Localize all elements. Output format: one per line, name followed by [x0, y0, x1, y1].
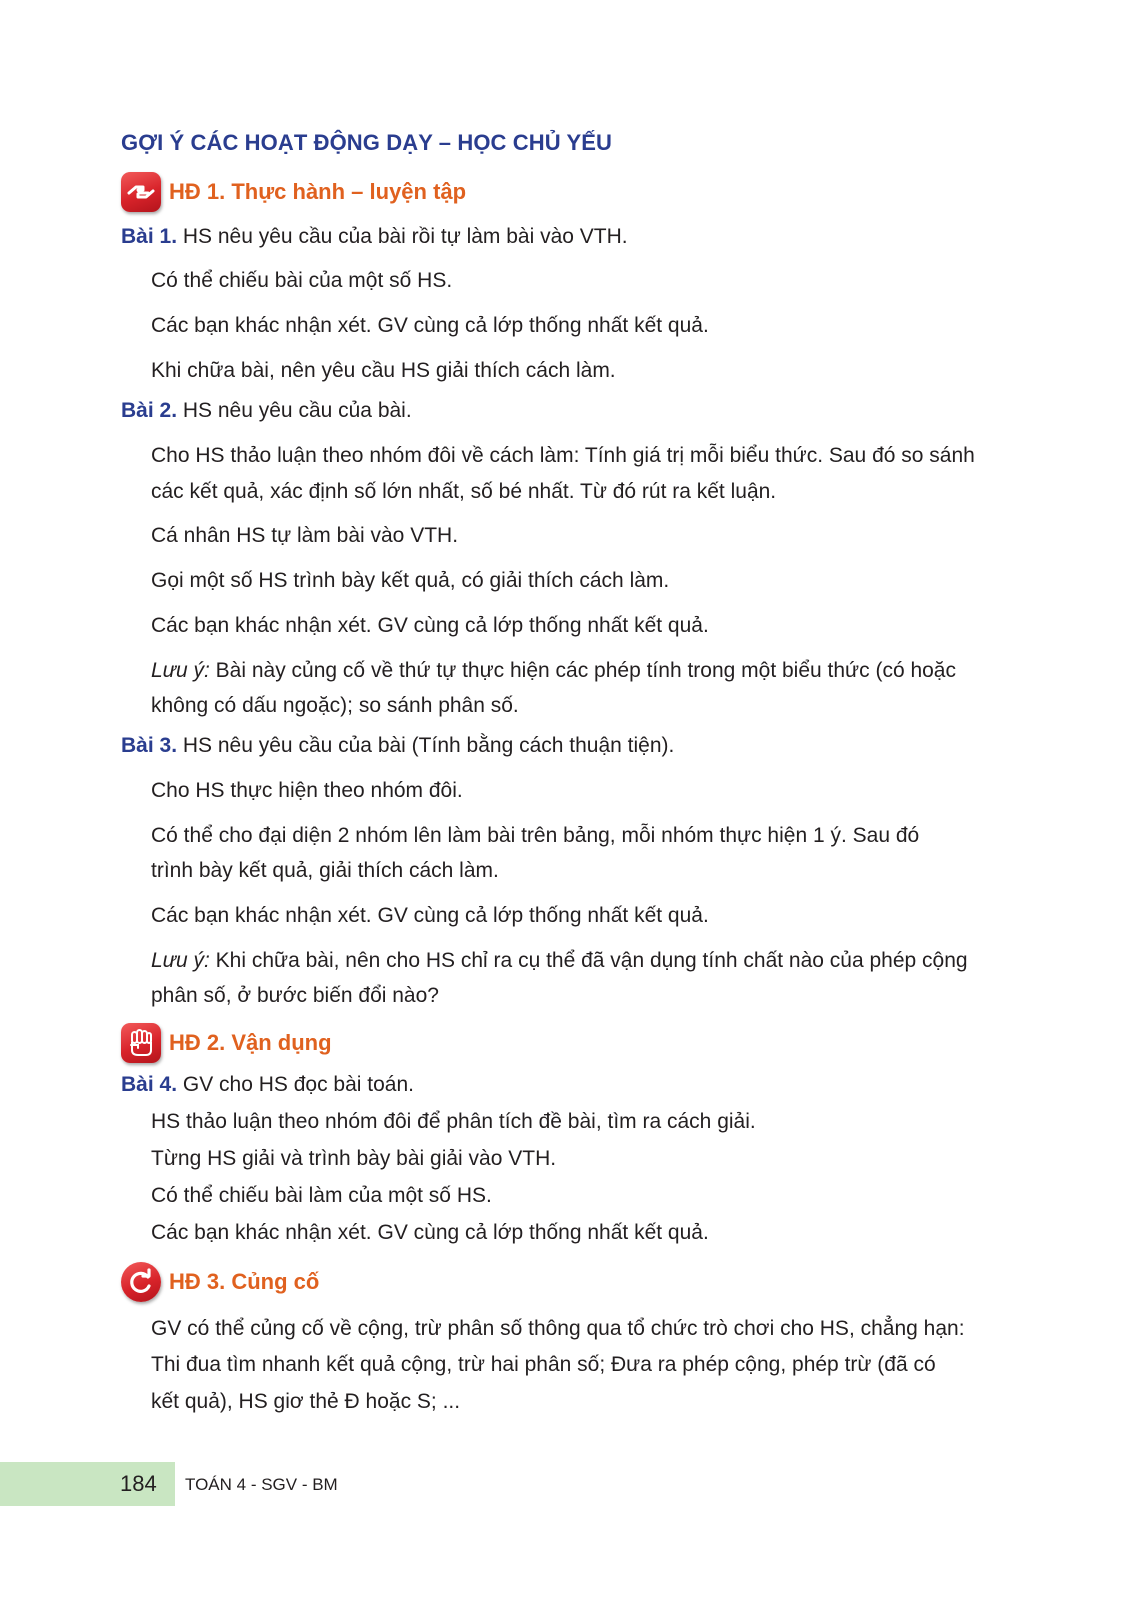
hd3-line-1: GV có thể củng cố về cộng, trừ phân số thông qua tổ chức trò chơi cho HS, chẳng hạn: [151, 1317, 965, 1340]
bai2-line [121, 393, 412, 429]
book-title: TOÁN 4 - SGV - BM [185, 1475, 338, 1494]
bai2-note-label: Lưu ý: [151, 659, 210, 682]
bai4-text: GV cho HS đọc bài toán. [177, 1073, 414, 1096]
page-title: GỢI Ý CÁC HOẠT ĐỘNG DẠY – HỌC CHỦ YẾU [121, 130, 613, 155]
bai3-line [121, 728, 674, 764]
bai1-line-1: Có thể chiếu bài của một số HS. [151, 269, 453, 292]
bai3-line-1: Cho HS thực hiện theo nhóm đôi. [151, 779, 463, 802]
bai4-line-1: HS thảo luận theo nhóm đôi để phân tích đề bài, tìm ra cách giải. [151, 1110, 756, 1133]
bai1-label: Bài 1. [121, 225, 178, 248]
hd3-line-2: Thi đua tìm nhanh kết quả cộng, trừ hai phân số; Đưa ra phép cộng, phép trừ (đã có [151, 1353, 936, 1376]
bai1-line-2: Các bạn khác nhận xét. GV cùng cả lớp thống nhất kết quả. [151, 314, 709, 337]
bai3-line-3: trình bày kết quả, giải thích cách làm. [151, 859, 499, 882]
bai2-label: Bài 2. [121, 399, 178, 422]
refresh-icon [121, 1262, 161, 1302]
bai4-line-2: Từng HS giải và trình bày bài giải vào VTH. [151, 1147, 557, 1170]
section-hd1-title: HĐ 1. Thực hành – luyện tập [169, 179, 467, 204]
bai2-note-text: Bài này củng cố về thứ tự thực hiện các phép tính trong một biểu thức (có hoặc [209, 659, 956, 682]
fist-icon [121, 1023, 161, 1063]
section-hd3-heading [121, 1260, 319, 1304]
bai2-line-4: Gọi một số HS trình bày kết quả, có giải thích cách làm. [151, 569, 670, 592]
bai1-text: HS nêu yêu cầu của bài rồi tự làm bài vào VTH. [177, 225, 628, 248]
bai3-label: Bài 3. [121, 734, 178, 757]
bai2-line-1: Cho HS thảo luận theo nhóm đôi về cách làm: Tính giá trị mỗi biểu thức. Sau đó so sánh [151, 444, 975, 467]
bai4-line [121, 1067, 414, 1103]
section-hd1-heading [121, 170, 466, 214]
bai2-line-2: các kết quả, xác định số lớn nhất, số bé nhất. Từ đó rút ra kết luận. [151, 480, 777, 503]
page-number: 184 [120, 1471, 157, 1496]
bai2-line-3: Cá nhân HS tự làm bài vào VTH. [151, 524, 459, 547]
bai2-note-line-2: không có dấu ngoặc); so sánh phân số. [151, 694, 519, 717]
bai3-note-label: Lưu ý: [151, 949, 210, 972]
bai1-line-3: Khi chữa bài, nên yêu cầu HS giải thích cách làm. [151, 359, 616, 382]
section-hd2-heading [121, 1021, 332, 1065]
bai3-note-line-2: phân số, ở bước biến đổi nào? [151, 984, 439, 1007]
bai3-text: HS nêu yêu cầu của bài (Tính bằng cách thuận tiện). [177, 734, 675, 757]
hands-icon [121, 172, 161, 212]
bai3-line-4: Các bạn khác nhận xét. GV cùng cả lớp thống nhất kết quả. [151, 904, 709, 927]
bai2-note [151, 653, 956, 689]
bai4-line-4: Các bạn khác nhận xét. GV cùng cả lớp thống nhất kết quả. [151, 1221, 709, 1244]
bai4-label: Bài 4. [121, 1073, 178, 1096]
bai4-line-3: Có thể chiếu bài làm của một số HS. [151, 1184, 492, 1207]
bai2-line-5: Các bạn khác nhận xét. GV cùng cả lớp thống nhất kết quả. [151, 614, 709, 637]
bai2-text: HS nêu yêu cầu của bài. [177, 399, 412, 422]
hd3-line-3: kết quả), HS giơ thẻ Đ hoặc S; ... [151, 1390, 461, 1413]
bai1-line [121, 219, 628, 255]
section-hd3-title: HĐ 3. Củng cố [169, 1269, 320, 1294]
bai3-line-2: Có thể cho đại diện 2 nhóm lên làm bài trên bảng, mỗi nhóm thực hiện 1 ý. Sau đó [151, 824, 920, 847]
section-hd2-title: HĐ 2. Vận dụng [169, 1030, 332, 1055]
bai3-note [151, 943, 968, 979]
bai3-note-text: Khi chữa bài, nên cho HS chỉ ra cụ thể đã vận dụng tính chất nào của phép cộng [209, 949, 968, 972]
